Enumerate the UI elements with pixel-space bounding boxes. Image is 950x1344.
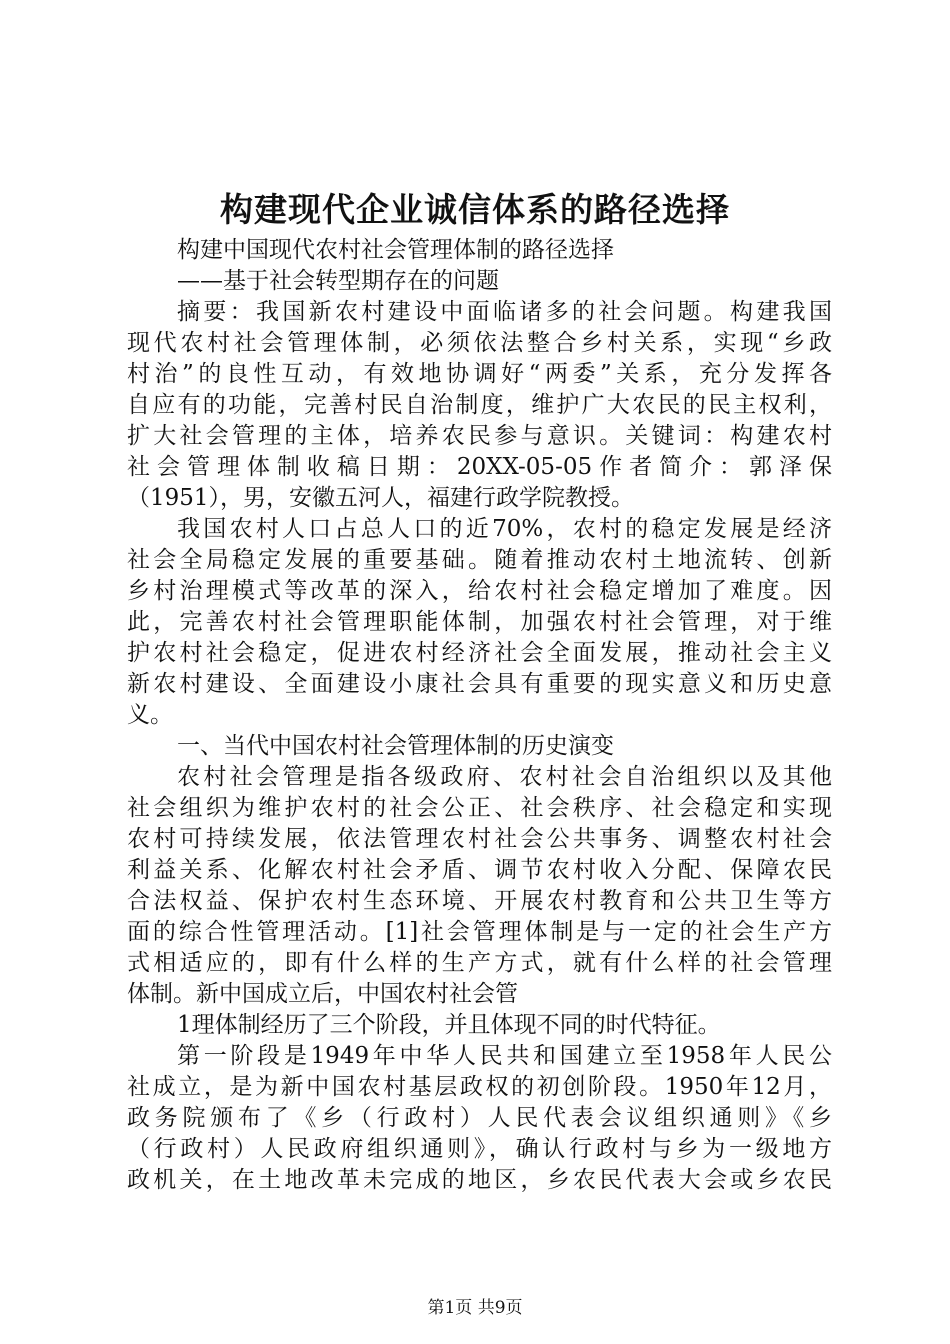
text-line: 农村可持续发展，依法管理农村社会公共事务、调整农村社会 bbox=[127, 826, 832, 852]
text-line: 利益关系、化解农村社会矛盾、调节农村收入分配、保障农民 bbox=[127, 857, 832, 883]
text-line: 体制。新中国成立后，中国农村社会管 bbox=[127, 981, 518, 1007]
text-line: 第一阶段是1949年中华人民共和国建立至1958年人民公 bbox=[177, 1043, 832, 1069]
document-title: 构建现代企业诚信体系的路径选择 bbox=[220, 190, 730, 229]
text-line: 护农村社会稳定，促进农村经济社会全面发展，推动社会主义 bbox=[127, 640, 832, 666]
text-line: 义。 bbox=[127, 702, 173, 728]
text-line: 1理体制经历了三个阶段，并且体现不同的时代特征。 bbox=[177, 1012, 721, 1038]
text-line: 此，完善农村社会管理职能体制，加强农村社会管理，对于维 bbox=[127, 609, 832, 635]
text-line: （行政村）人民政府组织通则》，确认行政村与乡为一级地方 bbox=[127, 1136, 832, 1162]
text-line: 政务院颁布了《乡（行政村）人民代表会议组织通则》《乡 bbox=[127, 1105, 832, 1131]
text-line: 扩大社会管理的主体，培养农民参与意识。关键词：构建农村 bbox=[127, 423, 832, 449]
section-heading: 一、当代中国农村社会管理体制的历史演变 bbox=[177, 733, 614, 759]
text-line: 摘要：我国新农村建设中面临诸多的社会问题。构建我国 bbox=[177, 299, 832, 325]
text-line: 构建中国现代农村社会管理体制的路径选择 bbox=[177, 237, 614, 263]
text-line: 乡村治理模式等改革的深入，给农村社会稳定增加了难度。因 bbox=[127, 578, 832, 604]
text-line: ——基于社会转型期存在的问题 bbox=[177, 268, 499, 294]
text-line: 社会全局稳定发展的重要基础。随着推动农村土地流转、创新 bbox=[127, 547, 832, 573]
text-line: 面的综合性管理活动。[1]社会管理体制是与一定的社会生产方 bbox=[127, 919, 832, 945]
text-line: 村治”的良性互动，有效地协调好“两委”关系，充分发挥各 bbox=[127, 361, 832, 387]
document-body bbox=[127, 235, 832, 1196]
text-line: 政机关，在土地改革未完成的地区，乡农民代表大会或乡农民 bbox=[127, 1167, 832, 1193]
text-line: 社会组织为维护农村的社会公正、社会秩序、社会稳定和实现 bbox=[127, 795, 832, 821]
text-line: 式相适应的，即有什么样的生产方式，就有什么样的社会管理 bbox=[127, 950, 832, 976]
text-line: 合法权益、保护农村生态环境、开展农村教育和公共卫生等方 bbox=[127, 888, 832, 914]
text-line: （1951），男，安徽五河人，福建行政学院教授。 bbox=[127, 485, 635, 511]
text-line: 社会管理体制收稿日期：20XX-05-05作者简介：郭泽保 bbox=[127, 454, 832, 480]
text-line: 农村社会管理是指各级政府、农村社会自治组织以及其他 bbox=[177, 764, 832, 790]
text-line: 社成立，是为新中国农村基层政权的初创阶段。1950年12月， bbox=[127, 1074, 832, 1100]
text-line: 现代农村社会管理体制，必须依法整合乡村关系，实现“乡政 bbox=[127, 330, 832, 356]
text-line: 新农村建设、全面建设小康社会具有重要的现实意义和历史意 bbox=[127, 671, 832, 697]
text-line: 自应有的功能，完善村民自治制度，维护广大农民的民主权利， bbox=[127, 392, 832, 418]
page-footer: 第1页 共9页 bbox=[427, 1298, 523, 1318]
text-line: 我国农村人口占总人口的近70%，农村的稳定发展是经济 bbox=[177, 516, 832, 542]
